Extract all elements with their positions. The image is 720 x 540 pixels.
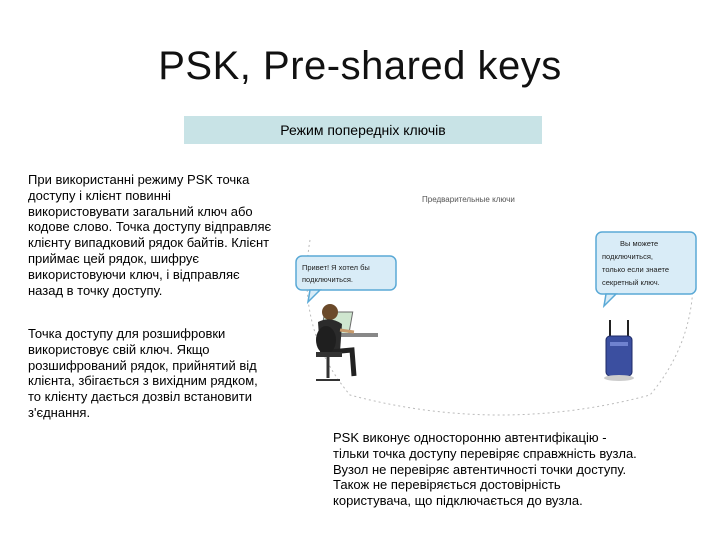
- psk-illustration: [290, 180, 710, 420]
- client-speech-bubble: [296, 256, 396, 302]
- client-bubble-line-2: подключиться.: [302, 275, 353, 284]
- client-bubble-line-1: Привет! Я хотел бы: [302, 263, 370, 272]
- access-point-icon: [604, 320, 634, 381]
- ap-bubble-line-3: только если знаете: [602, 265, 670, 274]
- ap-speech-bubble: [596, 232, 696, 306]
- paragraph-decryption: Точка доступу для розшифровки використовує свій ключ. Якщо розшифрований рядок, прийнятий від клієнта, збігається з вихідним рядком, то клієнту дається дозвіл встановити з'єднання.: [28, 326, 258, 420]
- paragraph-authentication-note: PSK виконує односторонню автентифікацію - тільки точка доступу перевіряє справжність вузла. Вузол не перевіряє автентичності точки доступу. Також не перевіряється достовірність користувача, що підключається до вузла.: [333, 430, 637, 509]
- ap-bubble-line-1: Вы можете: [620, 239, 659, 248]
- client-person-icon: [316, 304, 378, 380]
- paragraph-psk-intro: При використанні режиму PSK точка доступу і клієнт повинні використовувати загальний ключ або кодове слово. Точка доступу відправляє клієнту випадковий рядок байтів. Клієнт приймає цей рядок, шифрує використовуючи ключ, і відправляє назад в точку доступу.: [28, 172, 272, 298]
- section-banner: Режим попередніх ключів: [184, 116, 542, 144]
- illustration-caption: Предварительные ключи: [422, 195, 515, 204]
- psk-illustration-svg: [290, 180, 710, 420]
- slide-title: PSK, Pre-shared keys: [158, 44, 562, 88]
- ap-bubble-line-2: подключиться,: [602, 252, 653, 261]
- ap-bubble-line-4: секретный ключ.: [602, 278, 660, 287]
